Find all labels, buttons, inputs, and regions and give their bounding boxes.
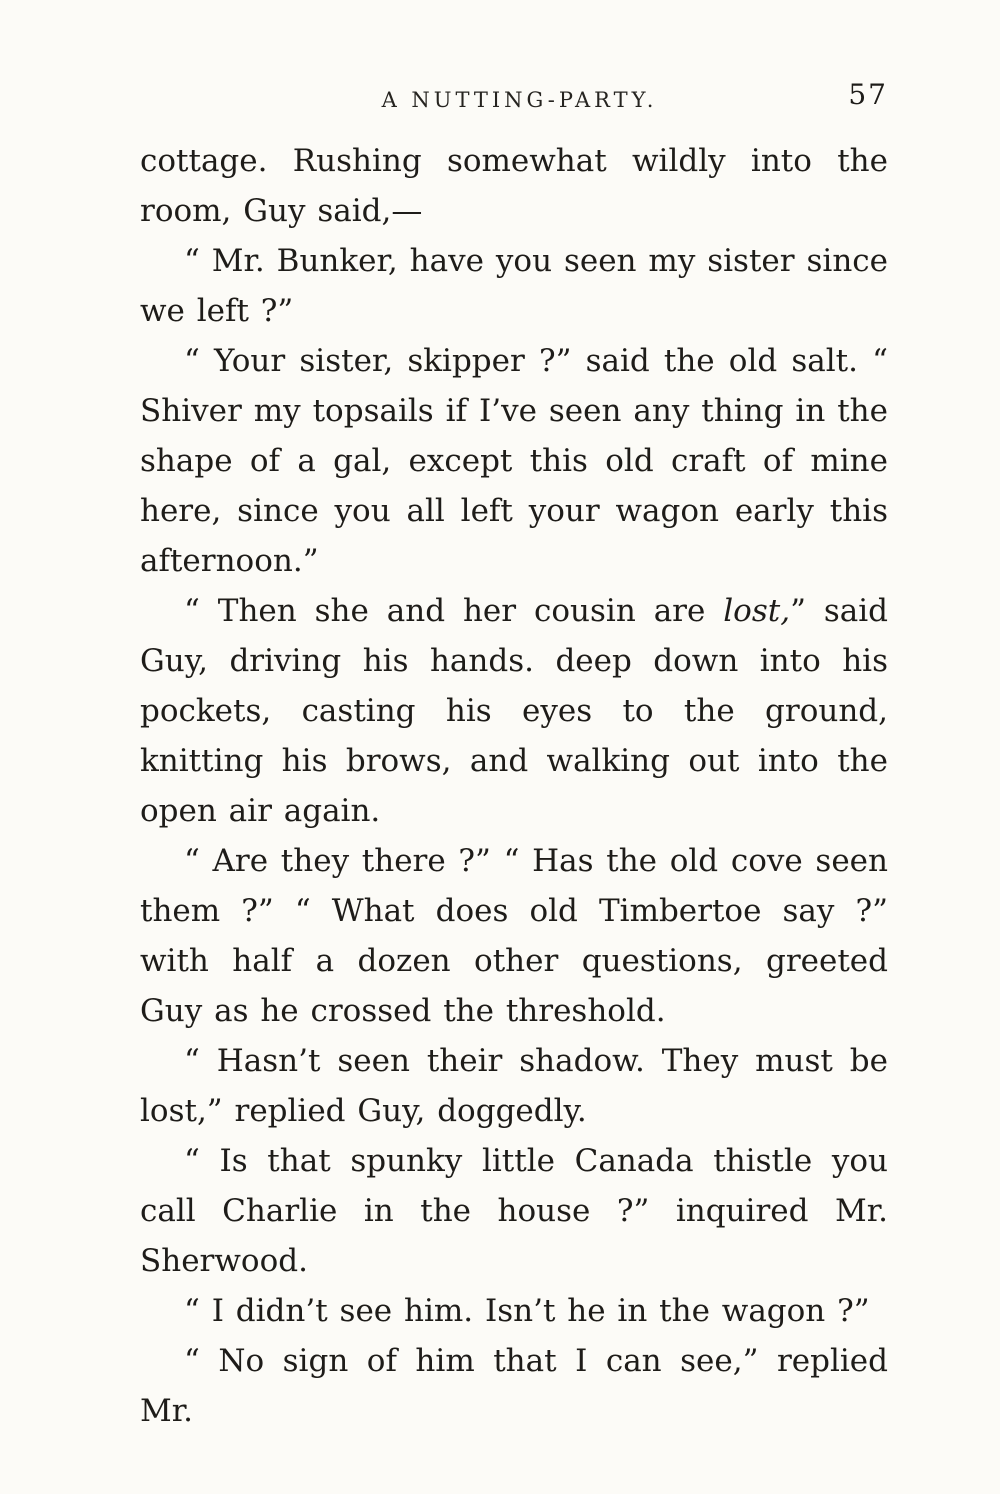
paragraph xyxy=(140,136,888,236)
italic-text-run: lost, xyxy=(723,593,791,629)
text-run: “ Are they there ?” “ Has the old cove seen them ?” “ What does old Timbertoe say ?” with half a dozen other questions, greeted Guy as he crossed the threshold. xyxy=(140,843,888,1029)
text-run: ” said Guy, driving his hands. deep down into his pockets, casting his eyes to the ground, knitting his brows, and walking out into the open air again. xyxy=(140,593,888,829)
text-run: “ I didn’t see him. Isn’t he in the wagon ?” xyxy=(184,1293,870,1329)
paragraph xyxy=(140,836,888,1036)
paragraph xyxy=(140,1286,888,1336)
paragraph xyxy=(140,336,888,586)
text-run: “ No sign of him that I can see,” replied Mr. xyxy=(140,1343,888,1429)
paragraph xyxy=(140,236,888,336)
paragraph xyxy=(140,586,888,836)
text-run: “ Then she and her cousin are xyxy=(184,593,724,629)
text-run: “ Is that spunky little Canada thistle you call Charlie in the house ?” inquired Mr. Sherwood. xyxy=(140,1143,888,1279)
text-run: cottage. Rushing somewhat wildly into the room, Guy said,— xyxy=(140,143,888,229)
paragraph xyxy=(140,1036,888,1136)
text-body xyxy=(140,136,888,1436)
paragraph xyxy=(140,1136,888,1286)
text-run: “ Your sister, skipper ?” said the old salt. “ Shiver my topsails if I’ve seen any thing in the shape of a gal, except this old craft of mine here, since you all left your wagon early this afternoon.” xyxy=(140,343,888,579)
running-title: A NUTTING-PARTY. xyxy=(381,88,658,112)
text-run: “ Hasn’t seen their shadow. They must be lost,” replied Guy, doggedly. xyxy=(140,1043,888,1129)
page-number: 57 xyxy=(848,78,888,111)
paragraph xyxy=(140,1336,888,1436)
page-header xyxy=(140,78,888,122)
text-run: “ Mr. Bunker, have you seen my sister since we left ?” xyxy=(140,243,888,329)
